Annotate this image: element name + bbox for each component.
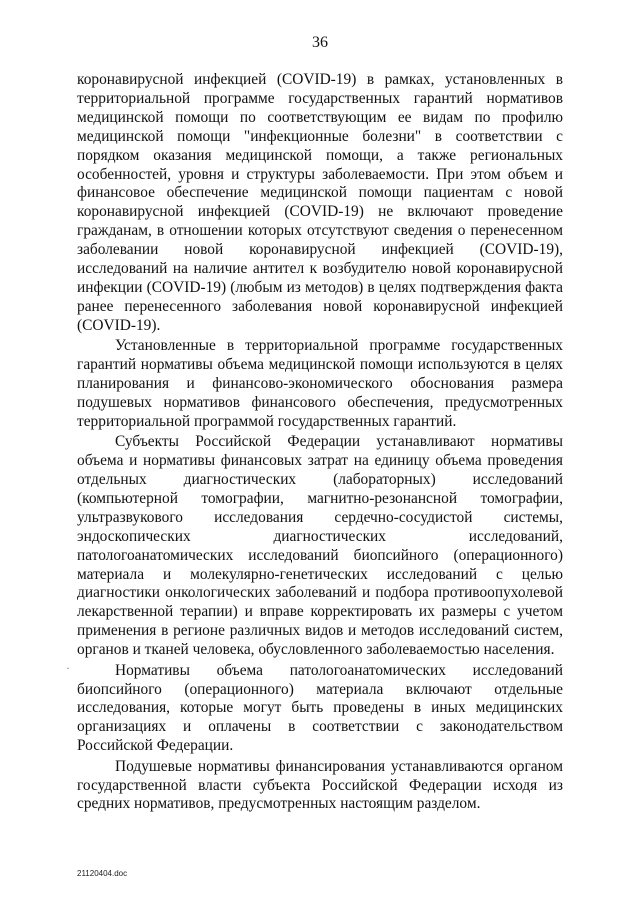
document-body [77, 71, 563, 816]
paragraph-volume-norms-usage: Установленные в территориальной программе государственных гарантий нормативы объема медицинской помощи используются в целях планирования и финансово-экономического обоснования размера подушевых нормативов финансового обеспечения, предусмотренных территориальной программой государственных гарантий. [77, 337, 563, 430]
paragraph-covid-continuation: коронавирусной инфекцией (COVID-19) в рамках, установленных в территориальной программе государственных гарантий нормативов медицинской помощи по соответствующим ее видам по профилю медицинской помощи "инфекционные болезни" в соответствии с порядком оказания медицинской помощи, а также региональных особенностей, уровня и структуры заболеваемости. При этом объем и финансовое обеспечение медицинской помощи пациентам с новой коронавирусной инфекцией (COVID-19) не включают проведение гражданам, в отношении которых отсутствуют сведения о перенесенном заболевании новой коронавирусной инфекцией (COVID-19), исследований на наличие антител к возбудителю новой коронавирусной инфекции (COVID-19) (любым из методов) в целях подтверждения факта ранее перенесенного заболевания новой коронавирусной инфекцией (COVID-19). [77, 71, 563, 334]
paragraph-pathology-norms: Нормативы объема патологоанатомических исследований биопсийного (операционного) материала включают отдельные исследования, которые могут быть проведены в иных медицинских организациях и оплачены в соответствии с законодательством Российской Федерации. [77, 661, 563, 755]
margin-mark: · [66, 661, 70, 675]
paragraph-per-capita-norms: Подушевые нормативы финансирования устанавливаются органом государственной власти субъекта Российской Федерации исходя из средних нормативов, предусмотренных настоящим разделом. [77, 757, 563, 813]
paragraph-diagnostic-studies: Субъекты Российской Федерации устанавливают нормативы объема и нормативы финансовых затрат на единицу объема проведения отдельных диагностических (лабораторных) исследований (компьютерной томографии, магнитно-резонансной томографии, ультразвукового исследования сердечно-сосудистой системы, эндоскопических диагностических исследований, патологоанатомических исследований биопсийного (операционного) материала и молекулярно-генетических исследований с целью диагностики онкологических заболеваний и подбора противоопухолевой лекарственной терапии) и вправе корректировать их размеры с учетом применения в регионе различных видов и методов исследований систем, органов и тканей человека, обусловленного заболеваемостью населения. [77, 433, 563, 659]
footer-file-code: 21120404.doc [77, 869, 128, 878]
page-number: 36 [312, 34, 328, 51]
